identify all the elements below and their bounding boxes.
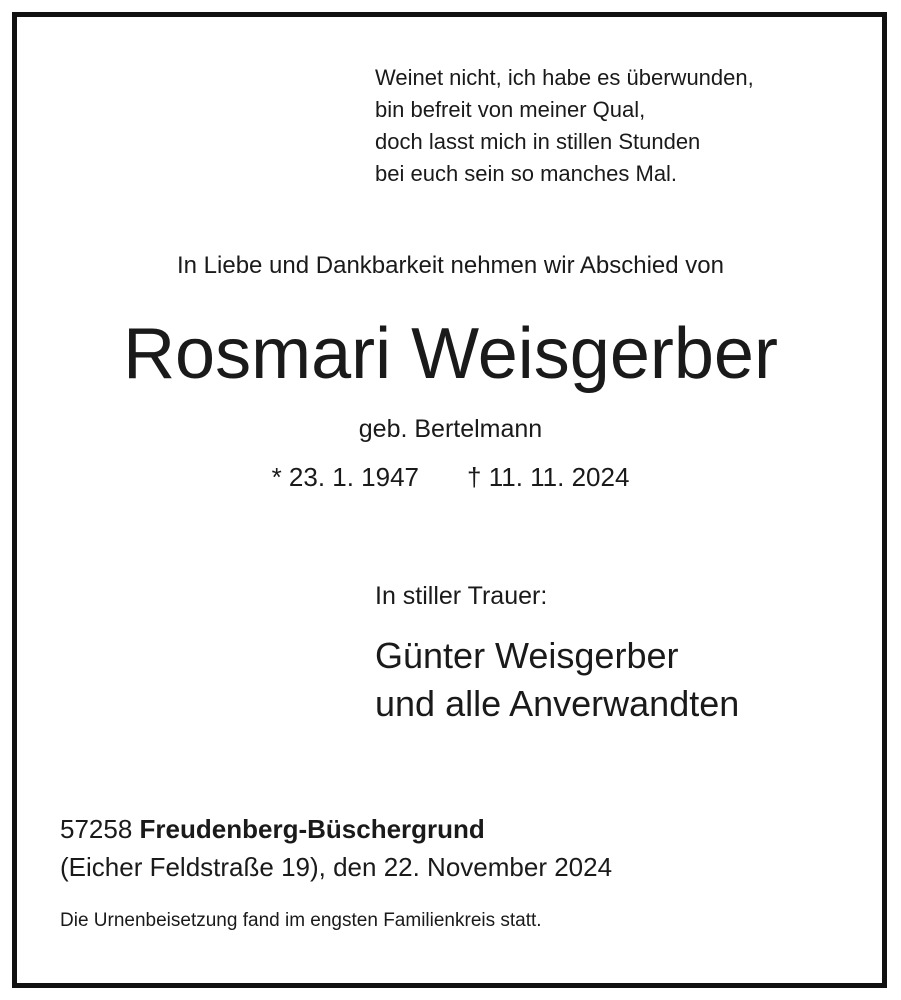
address-line-1 <box>60 814 485 845</box>
life-dates <box>0 462 901 493</box>
poem-line: bin befreit von meiner Qual, <box>375 97 646 122</box>
mourner-name: und alle Anverwandten <box>375 683 740 724</box>
maiden-name: geb. Bertelmann <box>358 415 543 443</box>
deceased-name: Rosmari Weisgerber <box>123 314 778 394</box>
poem-line: doch lasst mich in stillen Stunden <box>375 129 701 154</box>
postcode: 57258 <box>60 814 133 844</box>
poem <box>375 62 754 190</box>
poem-line: Weinet nicht, ich habe es überwunden, <box>375 65 754 90</box>
birth-date: * 23. 1. 1947 <box>271 462 420 492</box>
mourning-heading: In stiller Trauer: <box>375 582 548 610</box>
mourner-name: Günter Weisgerber <box>375 635 679 676</box>
poem-line: bei euch sein so manches Mal. <box>375 161 678 186</box>
death-date: † 11. 11. 2024 <box>467 462 630 492</box>
farewell-intro: In Liebe und Dankbarkeit nehmen wir Abschied von <box>176 252 724 279</box>
address-line-2: (Eicher Feldstraße 19), den 22. November 2024 <box>60 852 613 882</box>
burial-note: Die Urnenbeisetzung fand im engsten Familienkreis statt. <box>60 910 542 931</box>
place-name: Freudenberg-Büschergrund <box>139 814 485 844</box>
mourners <box>375 632 739 728</box>
